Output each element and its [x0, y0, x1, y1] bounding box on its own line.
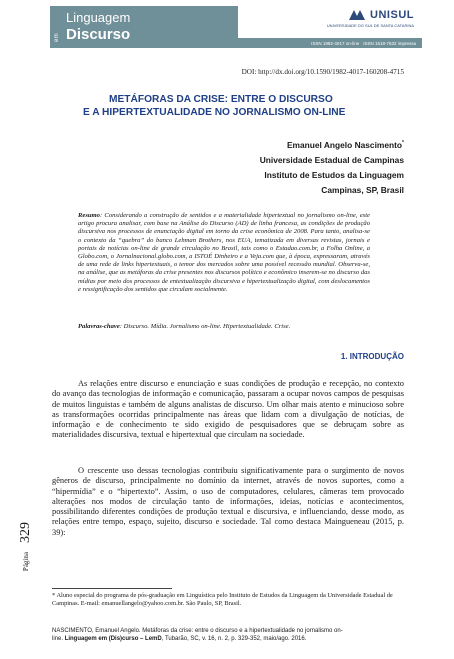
- author-location: Campinas, SP, Brasil: [321, 185, 404, 195]
- journal-logo-vertical-text: em: [54, 33, 60, 42]
- journal-logo: [50, 6, 238, 48]
- keywords-text: : Discurso. Mídia. Jornalismo on-line. Hipertextualidade. Crise.: [119, 323, 291, 330]
- publisher-logo: [348, 8, 414, 22]
- citation-line1: NASCIMENTO, Emanuel Angelo. Metáforas da crise: entre o discurso e a hipertextualidade no jornalismo on-: [52, 628, 343, 634]
- issn-bar: [238, 38, 422, 48]
- article-title-line2: E A HIPERTEXTUALIDADE NO JORNALISMO ON-LINE: [83, 107, 346, 118]
- citation-line2-suffix: , Tubarão, SC, v. 16, n. 2, p. 329-352, maio/ago. 2016.: [161, 636, 307, 642]
- author-name-text: Emanuel Angelo Nascimento: [286, 140, 403, 150]
- journal-name-line2: Discurso: [66, 26, 131, 43]
- page-number: 329: [18, 522, 33, 543]
- publisher-block: [238, 6, 422, 48]
- footnote-divider: [52, 588, 172, 589]
- publisher-subtitle: UNIVERSIDADE DO SUL DE SANTA CATARINA: [326, 23, 414, 28]
- body-paragraph-1: As relações entre discurso e enunciação e suas condições de produção e recepção, no contexto do avanço das tecnologias de informação e comunicação, passaram a ocupar novos campos de pesquisas de muitos linguistas e também de alguns analistas de discurso. Um olhar mais atento e minucioso sobre as transformações ocorridas principalmente nas áreas que lidam com a divulgação de notícias, de informação e de conhecimento te sido exigido de pesquisadores que se debruçam sobre as materialidades discursiva, textual e hipertextual que circulam na sociedade.: [52, 379, 404, 440]
- citation: [52, 627, 404, 643]
- author-university: Universidade Estadual de Campinas: [259, 155, 404, 165]
- abstract: [78, 212, 370, 294]
- page-number-block: [16, 518, 40, 578]
- author-name: [287, 140, 404, 150]
- section-heading: 1. INTRODUÇÃO: [340, 352, 404, 361]
- keywords-label: Palavras-chave: [78, 323, 120, 330]
- journal-name-line1: Linguagem: [66, 10, 131, 25]
- issn-print: ISSN 1518-7632 impressa: [363, 40, 416, 46]
- keywords: [78, 323, 378, 330]
- citation-journal: Linguagem em (Dis)curso – LemD: [64, 636, 162, 642]
- body-paragraph-2: O crescente uso dessas tecnologias contribuiu significativamente para o surgimento de novos gêneros de discurso, principalmente no domínio da internet, através de novos suportes, como a “hipermídia” e o “hipertexto”. Assim, o uso de computadores, celulares, câmeras tem provocado alterações nos modos de circulação tanto de informações, ideias, notícias e acontecimentos, possibilitando diferentes condições de produção textual e discursiva, e influenciando, desse modo, as relações entre tempo, espaço, sujeito, discurso e sociedade. Tal como destaca Maingueneau (2015, p. 39):: [52, 466, 404, 537]
- citation-line2-prefix: line.: [52, 636, 65, 642]
- author-institute: Instituto de Estudos da Linguagem: [264, 170, 404, 180]
- author-footnote-marker[interactable]: *: [402, 140, 404, 147]
- publisher-name: UNISUL: [370, 9, 414, 21]
- page-label: Página: [22, 552, 30, 572]
- abstract-text: : Considerando a construção de sentidos e a materialidade hipertextual no jornalismo on-line, este artigo procura analisar, com base na Análise do Discurso (AD) de linha francesa, as condições de produção discursiva nos processos de enunciação digital em torno da crise econômica de 2008. Para tanto, analisa-se o contexto da “quebra” do banco Lehman Brothers, nos EUA, tematizada em diversas revistas, jornais e portais de notícias on-line de grande circulação no Brasil, tais como o Estadao.com.br, a Folha Online, a Globo.com, o Jornalnacional.globo.com, a ISTOÉ Dinheiro e a Veja.com que, à época, expressaram, através de uma rede de links hipertextuais, o temor dos mercados sobre uma possível recessão mundial. Observa-se, na análise, que as metáforas da crise presentes nos discursos político e econômico inserem-se no discurso das mídias por meio dos processos de entextualização discursiva e hipertextualização digital, com deslocamentos e ressignificação dos sentidos que circulam socialmente.: [78, 212, 370, 293]
- journal-header: [50, 6, 422, 48]
- article-title-line1: METÁFORAS DA CRISE: ENTRE O DISCURSO: [109, 94, 333, 105]
- footnote: * Aluno especial do programa de pós-graduação em Linguística pelo Instituto de Estudos da Linguagem da Universidade Estadual de Campinas. E-mail: emanuellangelo@yahoo.com.br. São Paulo, SP, Brasil.: [52, 592, 393, 607]
- citation-line2: [52, 635, 404, 643]
- issn-online: ISSN 1982-4017 on-line: [311, 40, 360, 46]
- publisher-emblem-icon: [348, 8, 366, 22]
- doi-link[interactable]: DOI: http://dx.doi.org/10.1590/1982-4017-160208-4715: [241, 68, 404, 76]
- abstract-label: Resumo: [78, 212, 100, 219]
